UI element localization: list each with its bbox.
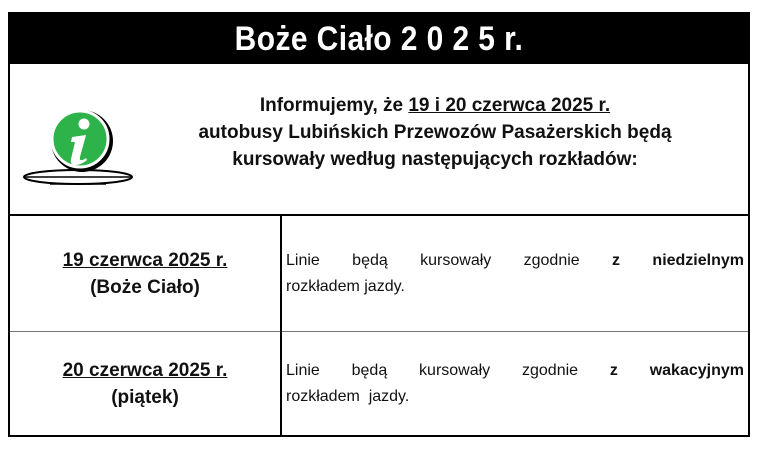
info-line-2: autobusy Lubińskich Przewozów Pasażerskich będą — [198, 122, 672, 143]
description-line-1: Linie będą kursowały zgodnie z niedzielnym — [286, 251, 744, 269]
table-row — [10, 331, 748, 437]
title-bar — [10, 14, 748, 64]
description-line-2: rozkładem jazdy. — [286, 388, 410, 405]
schedule-table — [10, 216, 748, 437]
date-label: 20 czerwca 2025 r. — [62, 360, 228, 381]
description-cell — [286, 331, 744, 437]
info-line-1: Informujemy, że 19 i 20 czerwca 2025 r. — [259, 95, 611, 116]
info-section — [10, 64, 748, 216]
info-dates: 19 i 20 czerwca 2025 r. — [408, 95, 611, 116]
day-label: (piątek) — [111, 387, 179, 408]
description-line-2: rozkładem jazdy. — [286, 277, 405, 295]
date-cell — [10, 331, 280, 437]
column-divider — [280, 216, 282, 437]
info-icon — [20, 104, 136, 190]
page-title: Boże Ciało 2 0 2 5 r. — [234, 19, 524, 58]
table-row — [10, 216, 748, 332]
day-label: (Boże Ciało) — [90, 276, 200, 298]
date-label: 19 czerwca 2025 r. — [62, 249, 228, 271]
description-line-1: Linie będą kursowały zgodnie z wakacyjnym — [286, 362, 744, 379]
info-text — [140, 92, 730, 173]
date-cell — [10, 216, 280, 331]
announcement-frame — [8, 12, 750, 437]
description-cell — [286, 216, 744, 331]
info-line-3: kursowały według następujących rozkładów: — [232, 149, 638, 170]
